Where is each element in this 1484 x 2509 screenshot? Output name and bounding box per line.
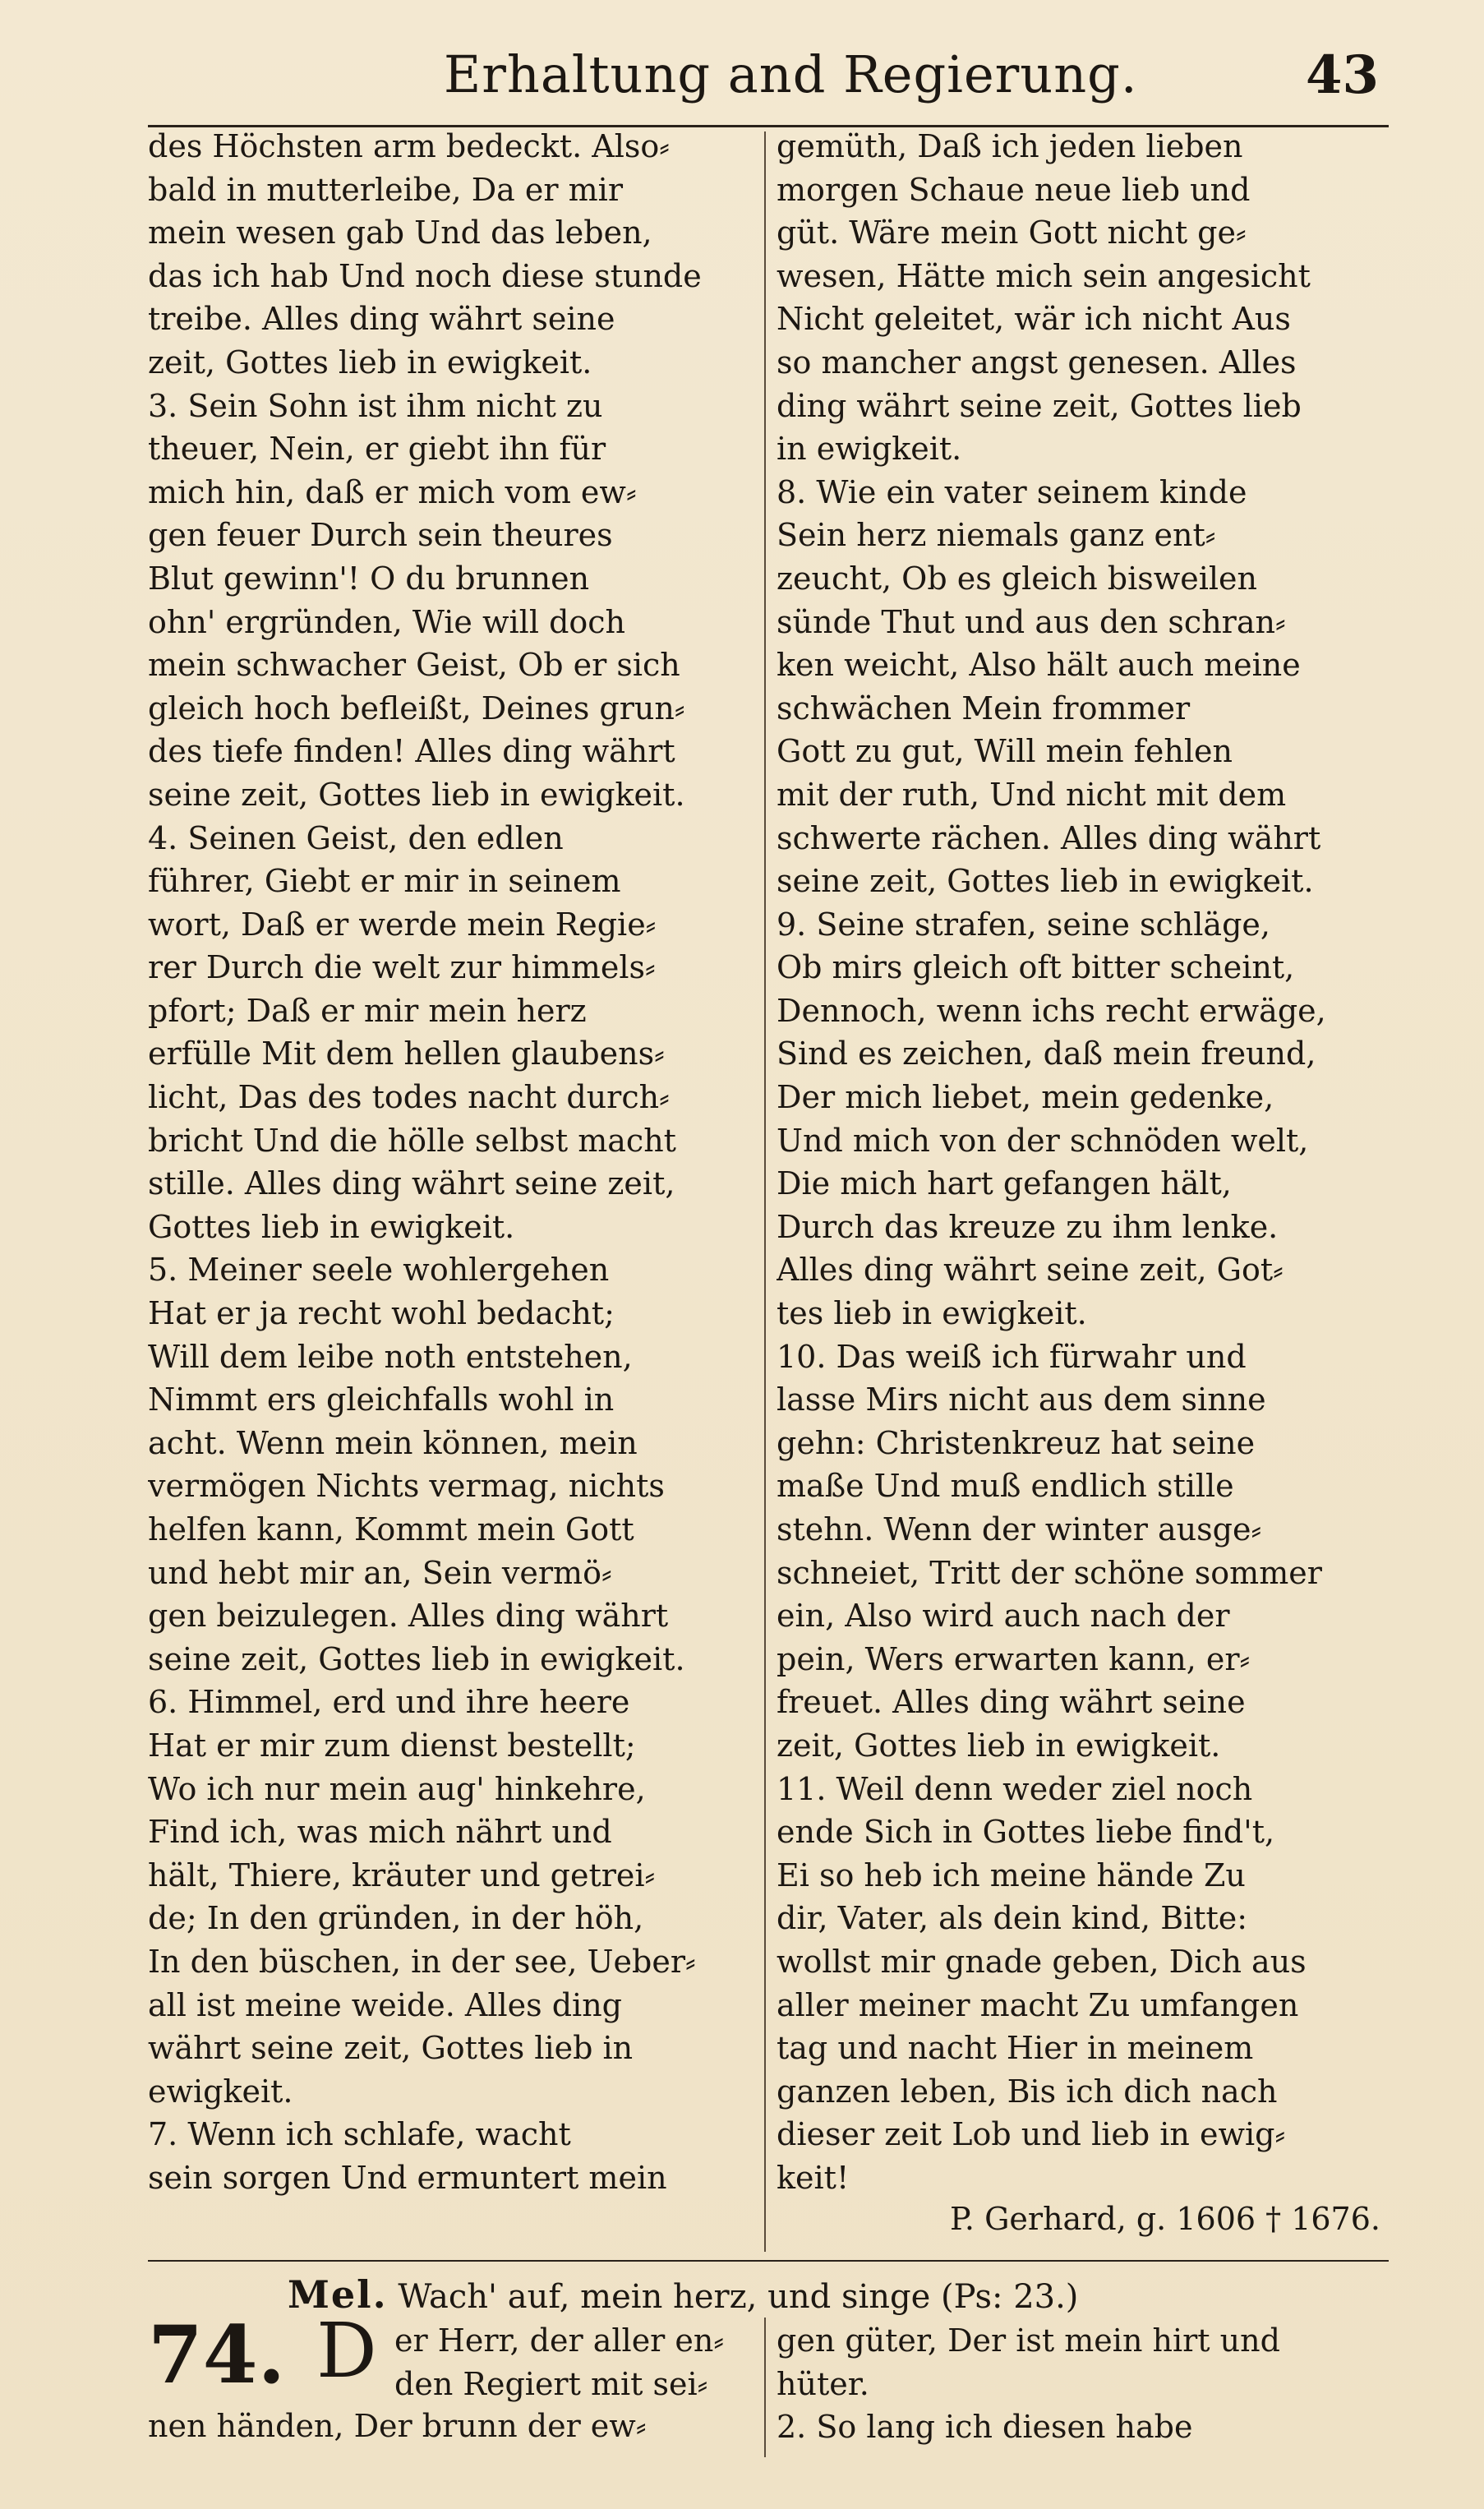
hymn-text-line: 2. So lang ich diesen habe xyxy=(777,2409,1193,2446)
left-column xyxy=(148,125,752,2200)
hymn-start-left-indented xyxy=(394,2319,756,2405)
text-line: Find ich, was mich nährt und xyxy=(148,1814,612,1851)
text-line: 4. Seinen Geist, den edlen xyxy=(148,819,564,856)
text-line: 10. Das weiß ich fürwahr und xyxy=(777,1338,1247,1375)
text-line: Blut gewinn'! O du brunnen xyxy=(148,560,590,597)
text-line: sein sorgen Und ermuntert mein xyxy=(148,2159,667,2196)
text-line: hält, Thiere, kräuter und getrei⸗ xyxy=(148,1856,656,1893)
text-line: gehn: Christenkreuz hat seine xyxy=(777,1424,1256,1461)
text-line: acht. Wenn mein können, mein xyxy=(148,1424,638,1461)
text-line: dir, Vater, als dein kind, Bitte: xyxy=(777,1900,1248,1937)
text-line: dieser zeit Lob und lieb in ewig⸗ xyxy=(777,2116,1286,2153)
text-line: morgen Schaue neue lieb und xyxy=(777,171,1251,208)
text-line: theuer, Nein, er giebt ihn für xyxy=(148,431,606,468)
text-line: seine zeit, Gottes lieb in ewigkeit. xyxy=(148,776,685,813)
text-line: 6. Himmel, erd und ihre heere xyxy=(148,1684,630,1721)
text-line: mit der ruth, Und nicht mit dem xyxy=(777,776,1287,813)
hymn-number: 74. xyxy=(148,2308,286,2401)
text-line: in ewigkeit. xyxy=(777,431,962,468)
text-line: sünde Thut und aus den schran⸗ xyxy=(777,603,1286,640)
right-column xyxy=(777,125,1380,2200)
melody-line xyxy=(288,2272,1389,2317)
text-line: ewigkeit. xyxy=(148,2073,293,2110)
text-line: währt seine zeit, Gottes lieb in xyxy=(148,2030,634,2067)
text-line: des tiefe finden! Alles ding währt xyxy=(148,733,675,770)
text-line: Wo ich nur mein aug' hinkehre, xyxy=(148,1770,646,1807)
column-divider xyxy=(764,131,766,2252)
hymn-text-line: nen händen, Der brunn der ew⸗ xyxy=(148,2408,647,2444)
text-line: Und mich von der schnöden welt, xyxy=(777,1122,1309,1159)
text-line: aller meiner macht Zu umfangen xyxy=(777,1986,1299,2023)
text-line: Alles ding währt seine zeit, Got⸗ xyxy=(777,1252,1284,1289)
hymn-attribution: P. Gerhard, g. 1606 † 1676. xyxy=(950,2201,1380,2237)
text-line: mein wesen gab Und das leben, xyxy=(148,214,652,251)
text-line: ken weicht, Also hält auch meine xyxy=(777,647,1301,684)
text-line: seine zeit, Gottes lieb in ewigkeit. xyxy=(148,1640,685,1677)
hymn-text-line: gen güter, Der ist mein hirt und xyxy=(777,2322,1280,2359)
text-line: freuet. Alles ding währt seine xyxy=(777,1684,1246,1721)
text-line: mich hin, daß er mich vom ew⸗ xyxy=(148,473,637,510)
text-line: zeit, Gottes lieb in ewigkeit. xyxy=(148,344,592,381)
text-line: bricht Und die hölle selbst macht xyxy=(148,1122,676,1159)
text-line: Hat er ja recht wohl bedacht; xyxy=(148,1295,615,1332)
text-line: 7. Wenn ich schlafe, wacht xyxy=(148,2116,571,2153)
hymn-column-divider xyxy=(764,2318,766,2457)
text-line: helfen kann, Kommt mein Gott xyxy=(148,1511,634,1547)
text-line: bald in mutterleibe, Da er mir xyxy=(148,171,623,208)
drop-cap: D xyxy=(316,2307,377,2395)
text-line: wollst mir gnade geben, Dich aus xyxy=(777,1943,1307,1980)
text-line: 11. Weil denn weder ziel noch xyxy=(777,1770,1253,1807)
text-line: tes lieb in ewigkeit. xyxy=(777,1295,1087,1332)
text-line: ding währt seine zeit, Gottes lieb xyxy=(777,387,1302,424)
text-line: Ei so heb ich meine hände Zu xyxy=(777,1856,1246,1893)
text-line: schwächen Mein frommer xyxy=(777,690,1191,726)
text-line: Ob mirs gleich oft bitter scheint, xyxy=(777,949,1295,986)
text-line: güt. Wäre mein Gott nicht ge⸗ xyxy=(777,214,1247,251)
text-line: Dennoch, wenn ichs recht erwäge, xyxy=(777,992,1326,1029)
text-line: wort, Daß er werde mein Regie⸗ xyxy=(148,906,657,943)
text-line: vermögen Nichts vermag, nichts xyxy=(148,1468,665,1505)
text-line: ein, Also wird auch nach der xyxy=(777,1598,1230,1635)
text-line: Die mich hart gefangen hält, xyxy=(777,1165,1232,1202)
text-line: Gottes lieb in ewigkeit. xyxy=(148,1208,515,1245)
text-line: gemüth, Daß ich jeden lieben xyxy=(777,128,1243,164)
text-line: ende Sich in Gottes liebe find't, xyxy=(777,1814,1275,1851)
text-line: Gott zu gut, Will mein fehlen xyxy=(777,733,1233,770)
text-line: seine zeit, Gottes lieb in ewigkeit. xyxy=(777,863,1314,900)
page-header xyxy=(0,33,1484,123)
text-line: keit! xyxy=(777,2159,850,2196)
text-line: licht, Das des todes nacht durch⸗ xyxy=(148,1079,670,1116)
text-line: 5. Meiner seele wohlergehen xyxy=(148,1252,610,1289)
text-line: Sein herz niemals ganz ent⸗ xyxy=(777,517,1216,554)
text-line: mein schwacher Geist, Ob er sich xyxy=(148,647,680,684)
text-line: all ist meine weide. Alles ding xyxy=(148,1986,622,2023)
text-line: In den büschen, in der see, Ueber⸗ xyxy=(148,1943,696,1980)
hymn-separator-rule xyxy=(148,2260,1389,2262)
text-line: gleich hoch befleißt, Deines grun⸗ xyxy=(148,690,685,726)
hymn-start-left-full xyxy=(148,2405,756,2448)
text-line: pein, Wers erwarten kann, er⸗ xyxy=(777,1640,1251,1677)
text-line: 8. Wie ein vater seinem kinde xyxy=(777,473,1247,510)
text-line: erfülle Mit dem hellen glaubens⸗ xyxy=(148,1035,665,1072)
text-line: Nimmt ers gleichfalls wohl in xyxy=(148,1381,615,1418)
text-line: 3. Sein Sohn ist ihm nicht zu xyxy=(148,387,603,424)
text-line: schwerte rächen. Alles ding währt xyxy=(777,819,1321,856)
text-line: Sind es zeichen, daß mein freund, xyxy=(777,1035,1316,1072)
text-line: de; In den gründen, in der höh, xyxy=(148,1900,644,1937)
melody-prefix: Mel. xyxy=(288,2272,388,2317)
running-title: Erhaltung and Regierung. xyxy=(444,44,1138,104)
text-line: rer Durch die welt zur himmels⸗ xyxy=(148,949,656,986)
text-line: schneiet, Tritt der schöne sommer xyxy=(777,1554,1322,1591)
text-line: Nicht geleitet, wär ich nicht Aus xyxy=(777,301,1291,338)
text-line: Hat er mir zum dienst bestellt; xyxy=(148,1727,636,1764)
text-line: führer, Giebt er mir in seinem xyxy=(148,863,621,900)
text-line: Will dem leibe noth entstehen, xyxy=(148,1338,633,1375)
text-line: des Höchsten arm bedeckt. Also⸗ xyxy=(148,128,670,164)
hymn-text-line: hüter. xyxy=(777,2365,869,2402)
text-line: das ich hab Und noch diese stunde xyxy=(148,257,702,294)
text-line: gen beizulegen. Alles ding währt xyxy=(148,1598,669,1635)
text-line: pfort; Daß er mir mein herz xyxy=(148,992,587,1029)
text-line: 9. Seine strafen, seine schläge, xyxy=(777,906,1270,943)
text-line: stehn. Wenn der winter ausge⸗ xyxy=(777,1511,1262,1547)
text-line: so mancher angst genesen. Alles xyxy=(777,344,1297,381)
text-line: ganzen leben, Bis ich dich nach xyxy=(777,2073,1278,2110)
page-number: 43 xyxy=(1305,44,1379,106)
text-line: gen feuer Durch sein theures xyxy=(148,517,613,554)
hymn-text-line: er Herr, der aller en⸗ xyxy=(394,2322,725,2359)
text-line: treibe. Alles ding währt seine xyxy=(148,301,615,338)
text-line: und hebt mir an, Sein vermö⸗ xyxy=(148,1554,612,1591)
text-line: tag und nacht Hier in meinem xyxy=(777,2030,1254,2067)
hymn-text-line: den Regiert mit sei⸗ xyxy=(394,2365,708,2402)
text-line: zeit, Gottes lieb in ewigkeit. xyxy=(777,1727,1221,1764)
text-line: Der mich liebet, mein gedenke, xyxy=(777,1079,1274,1116)
text-line: ohn' ergründen, Wie will doch xyxy=(148,603,626,640)
text-line: lasse Mirs nicht aus dem sinne xyxy=(777,1381,1266,1418)
hymn-start-right xyxy=(777,2319,1380,2449)
melody-text: Wach' auf, mein herz, und singe (Ps: 23.) xyxy=(398,2278,1079,2316)
text-line: stille. Alles ding währt seine zeit, xyxy=(148,1165,675,1202)
text-line: wesen, Hätte mich sein angesicht xyxy=(777,257,1311,294)
text-line: zeucht, Ob es gleich bisweilen xyxy=(777,560,1258,597)
text-line: maße Und muß endlich stille xyxy=(777,1468,1234,1505)
text-line: Durch das kreuze zu ihm lenke. xyxy=(777,1208,1279,1245)
